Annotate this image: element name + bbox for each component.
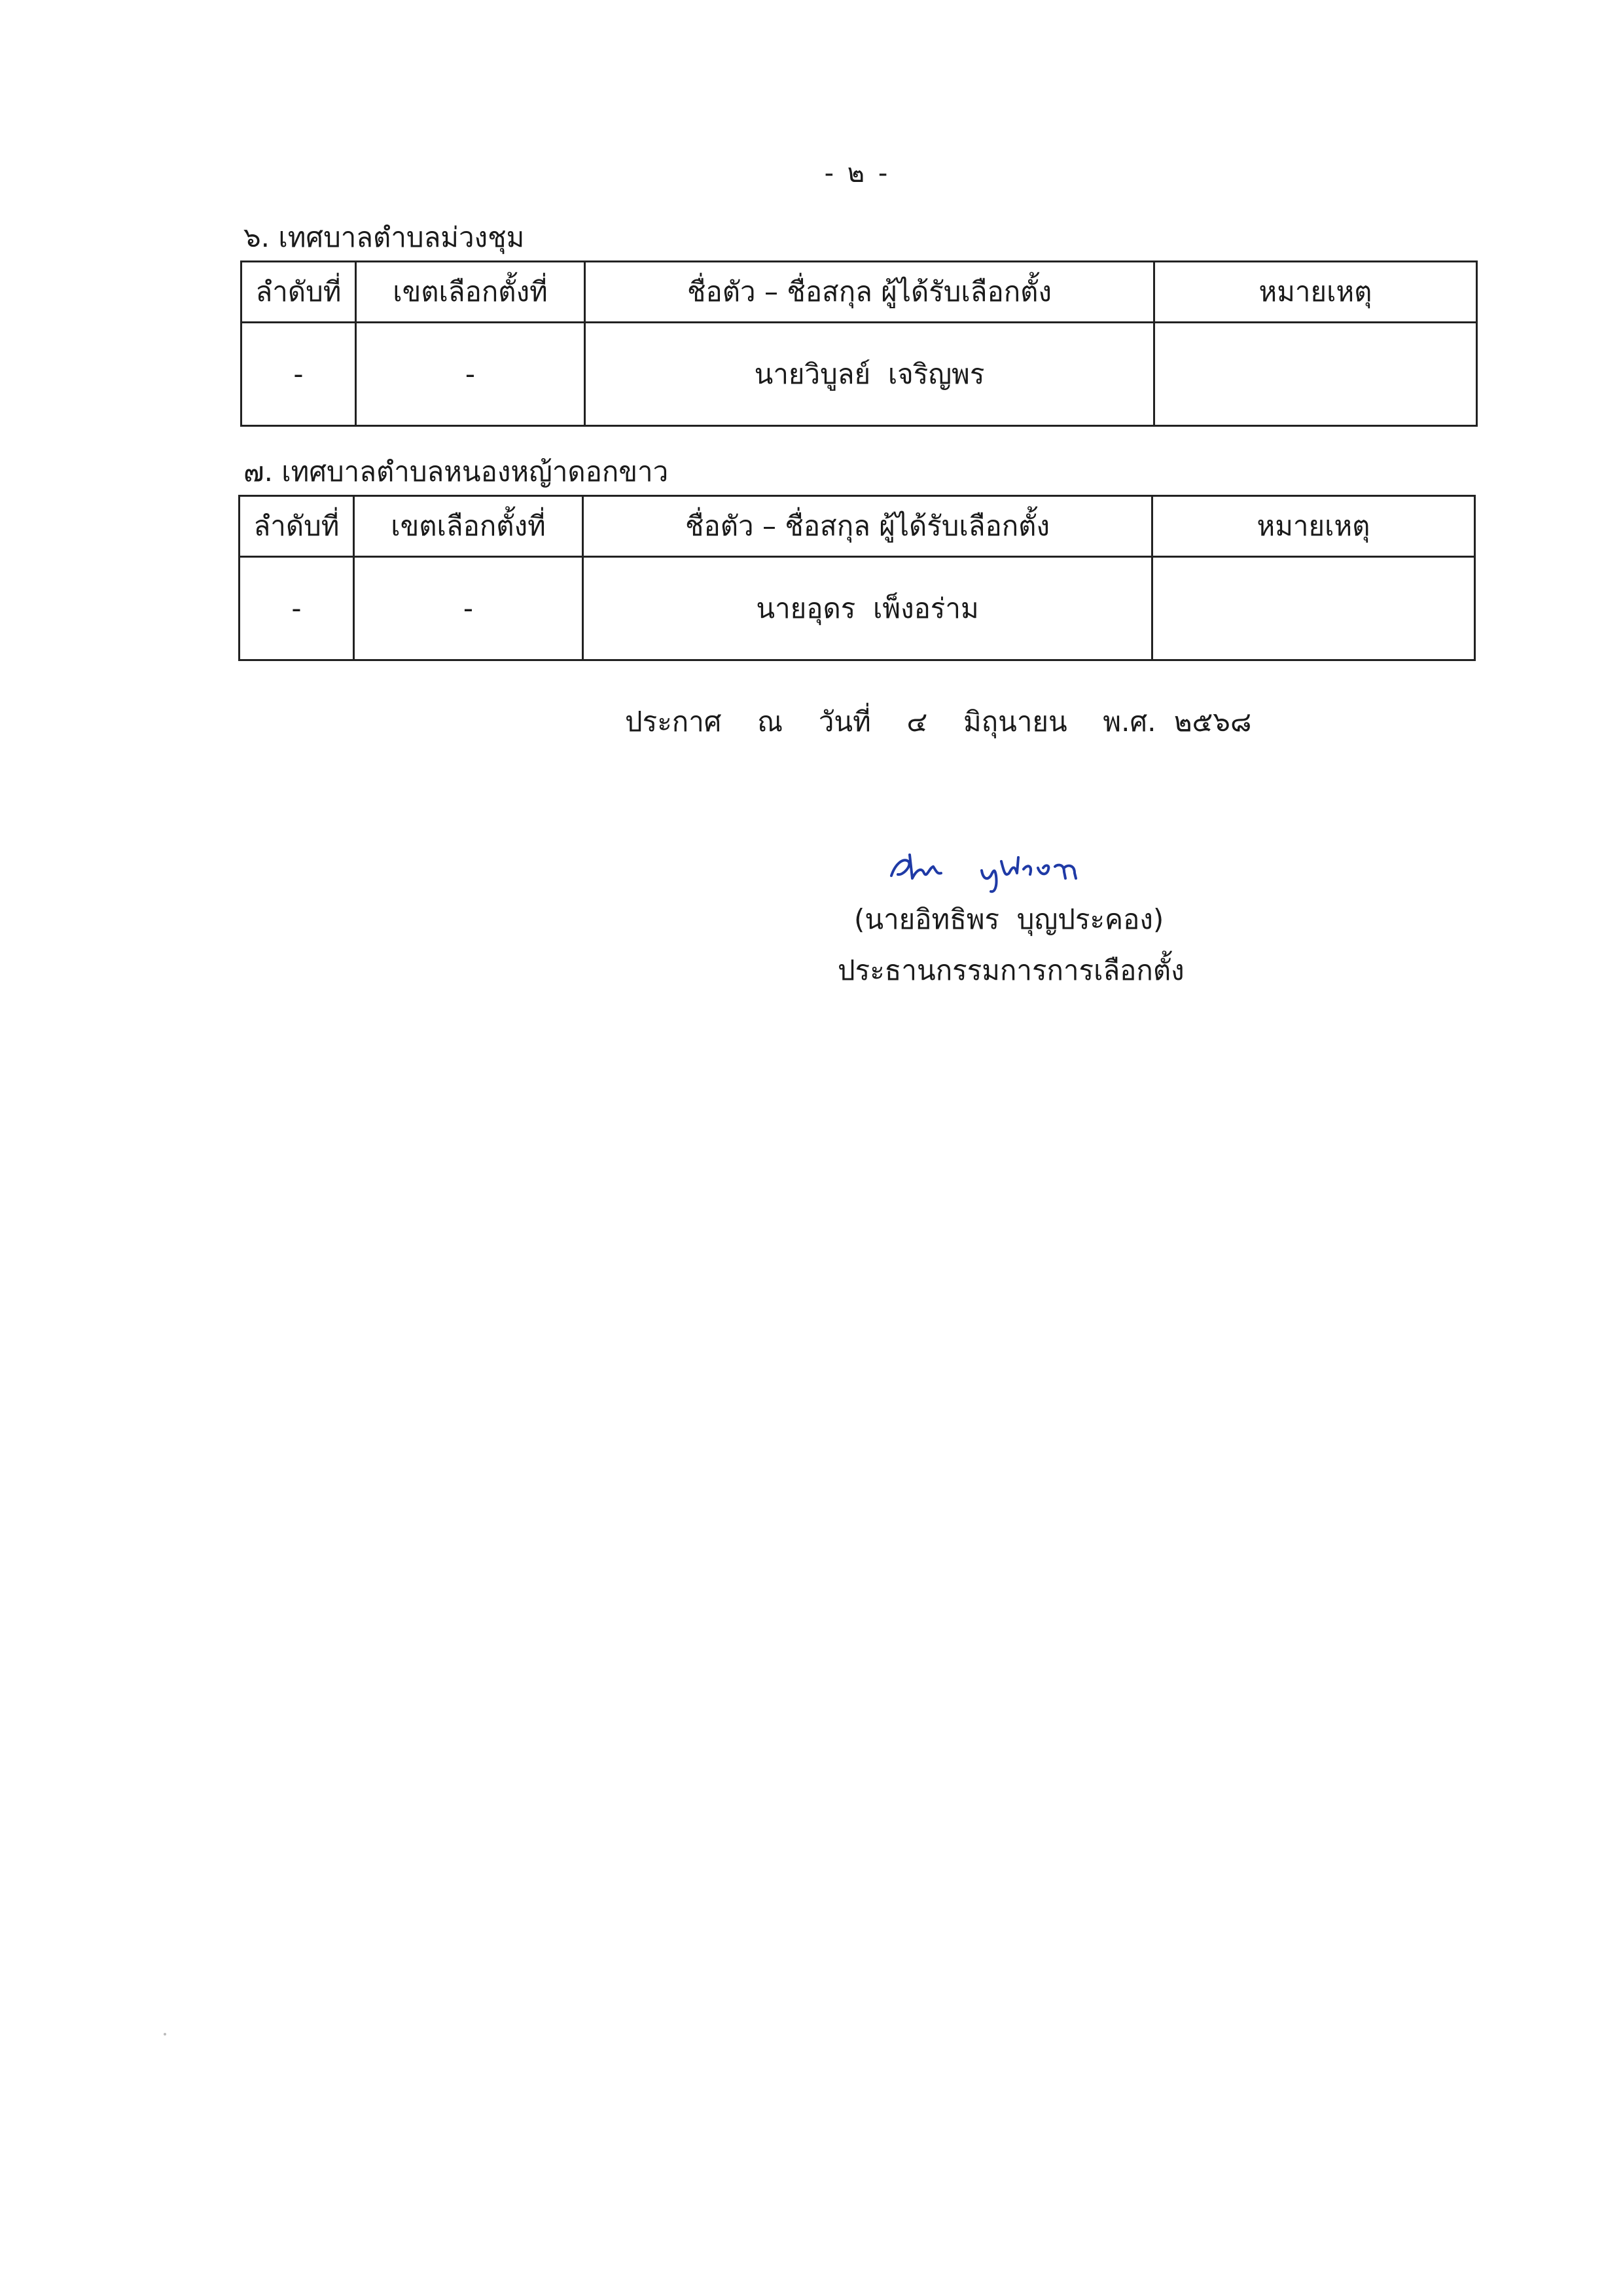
section-title-7: ๗. เทศบาลตำบลหนองหญ้าดอกขาว bbox=[243, 456, 669, 488]
results-table-7 bbox=[238, 495, 1476, 661]
cell-name: นายอุดร เพ็งอร่าม bbox=[583, 557, 1152, 660]
cell-district: - bbox=[354, 557, 583, 660]
page-number: - ๒ - bbox=[824, 158, 891, 188]
header-name: ชื่อตัว – ชื่อสกุล ผู้ได้รับเลือกตั้ง bbox=[585, 262, 1154, 323]
results-table-6 bbox=[240, 260, 1478, 427]
header-district: เขตเลือกตั้งที่ bbox=[354, 496, 583, 557]
header-order: ลำดับที่ bbox=[240, 496, 354, 557]
table-row bbox=[240, 557, 1475, 660]
cell-name: นายวิบูลย์ เจริญพร bbox=[585, 323, 1154, 426]
cell-remark bbox=[1152, 557, 1475, 660]
cell-order: - bbox=[240, 557, 354, 660]
header-order: ลำดับที่ bbox=[241, 262, 356, 323]
scan-speck bbox=[164, 2033, 166, 2036]
signer-name: (นายอิทธิพร บุญประคอง) bbox=[854, 903, 1164, 935]
table-row bbox=[241, 323, 1477, 426]
section-title-6: ๖. เทศบาลตำบลม่วงชุม bbox=[243, 221, 525, 253]
cell-remark bbox=[1154, 323, 1477, 426]
table-header-row bbox=[241, 262, 1477, 323]
table-header-row bbox=[240, 496, 1475, 557]
signer-title: ประธานกรรมการการเลือกตั้ง bbox=[838, 954, 1185, 986]
header-remark: หมายเหตุ bbox=[1152, 496, 1475, 557]
cell-district: - bbox=[356, 323, 585, 426]
header-district: เขตเลือกตั้งที่ bbox=[356, 262, 585, 323]
announcement-date: ประกาศ ณ วันที่ ๔ มิถุนายน พ.ศ. ๒๕๖๘ bbox=[625, 706, 1252, 738]
cell-order: - bbox=[241, 323, 356, 426]
header-remark: หมายเหตุ bbox=[1154, 262, 1477, 323]
header-name: ชื่อตัว – ชื่อสกุล ผู้ได้รับเลือกตั้ง bbox=[583, 496, 1152, 557]
handwritten-signature bbox=[883, 838, 1119, 897]
